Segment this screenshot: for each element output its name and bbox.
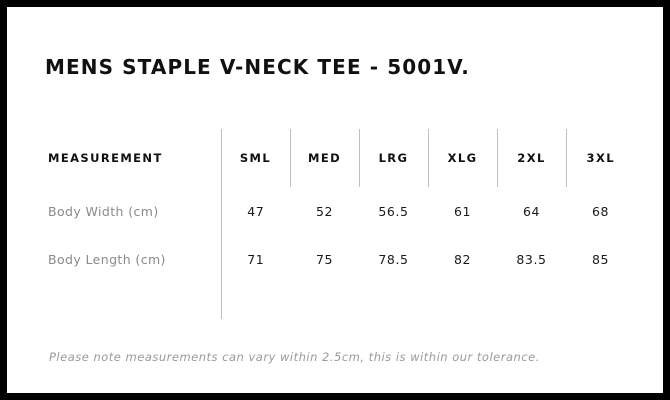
row-label-body-width: Body Width (cm) [48,203,159,219]
cell-body-length-3xl: 85 [591,251,610,267]
cell-body-length-xlg: 82 [453,251,472,267]
cell-body-width-sml: 47 [221,187,290,235]
cell-body-length-2xl: 83.5 [516,251,547,267]
cell-body-length-lrg: 78.5 [378,251,409,267]
cell-body-width-xlg: 61 [453,203,472,219]
cell-body-length-med: 75 [315,251,334,267]
table-bottom-spacer [45,283,635,319]
column-header-med: MED [290,129,359,187]
table-row [45,187,635,235]
cell-body-width-lrg: 56.5 [378,203,409,219]
cell-body-width-3xl: 68 [591,203,610,219]
size-chart-card [7,7,663,393]
column-header-sml: SML [221,129,290,187]
table-row [45,235,635,283]
column-header-3xl: 3XL [566,129,635,187]
size-chart-table [45,129,635,319]
column-header-2xl: 2XL [497,129,566,187]
table-header-row [45,129,635,187]
column-header-xlg: XLG [428,129,497,187]
tolerance-note: Please note measurements can vary within 2.5cm, this is within our tolerance. [49,350,540,364]
column-header-lrg: LRG [359,129,428,187]
page-title: MENS STAPLE V-NECK TEE - 5001V. [45,55,470,79]
column-header-measurement: MEASUREMENT [48,151,163,165]
cell-body-width-med: 52 [315,203,334,219]
row-label-body-length: Body Length (cm) [48,251,166,267]
cell-body-length-sml: 71 [221,235,290,283]
cell-body-width-2xl: 64 [522,203,541,219]
